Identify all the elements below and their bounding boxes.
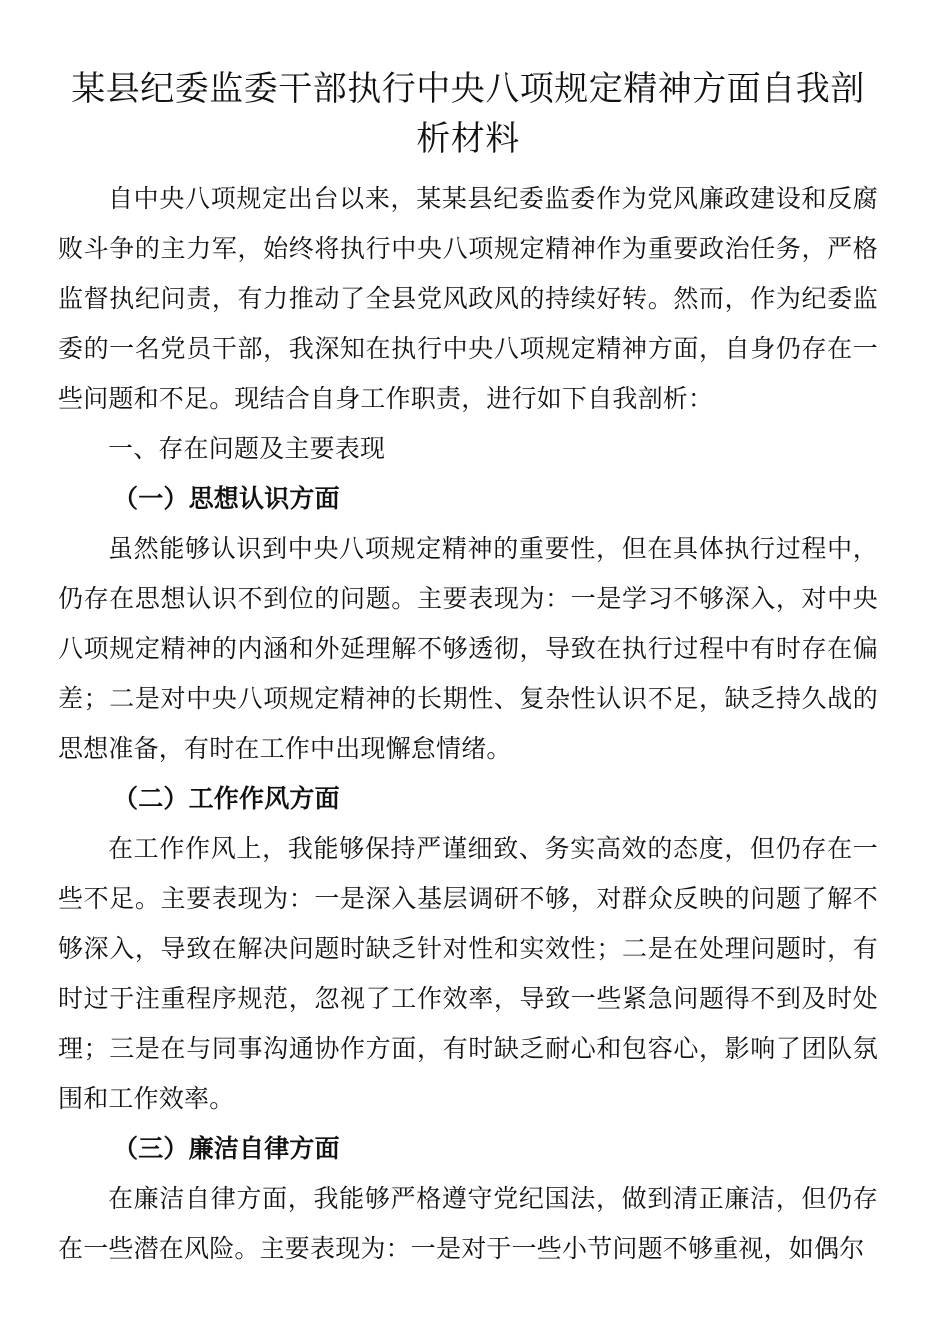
subsection-paragraph-work-style: 在工作作风上，我能够保持严谨细致、务实高效的态度，但仍存在一些不足。主要表现为：一是深入基层调研不够，对群众反映的问题了解不够深入，导致在解决问题时缺乏针对性和实效性；二是在处理问题时，有时过于注重程序规范，忽视了工作效率，导致一些紧急问题得不到及时处理；三是在与同事沟通协作方面，有时缺乏耐心和包容心，影响了团队氛围和工作效率。 [58, 834, 878, 1113]
subsection-heading-work-style: （二）工作作风方面 [113, 784, 340, 813]
subsection-paragraph-integrity: 在廉洁自律方面，我能够严格遵守党纪国法，做到清正廉洁，但仍存在一些潜在风险。主要表现为：一是对于一些小节问题不够重视，如偶尔 [58, 1184, 878, 1263]
section-heading-problems: 一、存在问题及主要表现 [108, 434, 386, 463]
document-title: 某县纪委监委干部执行中央八项规定精神方面自我剖析材料 [71, 69, 865, 159]
subsection-heading-thinking: （一）思想认识方面 [113, 484, 340, 513]
intro-paragraph: 自中央八项规定出台以来，某某县纪委监委作为党风廉政建设和反腐败斗争的主力军，始终将执行中央八项规定精神作为重要政治任务，严格监督执纪问责，有力推动了全县党风政风的持续好转。然而，作为纪委监委的一名党员干部，我深知在执行中央八项规定精神方面，自身仍存在一些问题和不足。现结合自身工作职责，进行如下自我剖析： [58, 184, 878, 413]
subsection-heading-integrity: （三）廉洁自律方面 [113, 1134, 340, 1163]
subsection-paragraph-thinking: 虽然能够认识到中央八项规定精神的重要性，但在具体执行过程中，仍存在思想认识不到位的问题。主要表现为：一是学习不够深入，对中央八项规定精神的内涵和外延理解不够透彻，导致在执行过程中有时存在偏差；二是对中央八项规定精神的长期性、复杂性认识不足，缺乏持久战的思想准备，有时在工作中出现懈怠情绪。 [58, 534, 878, 763]
